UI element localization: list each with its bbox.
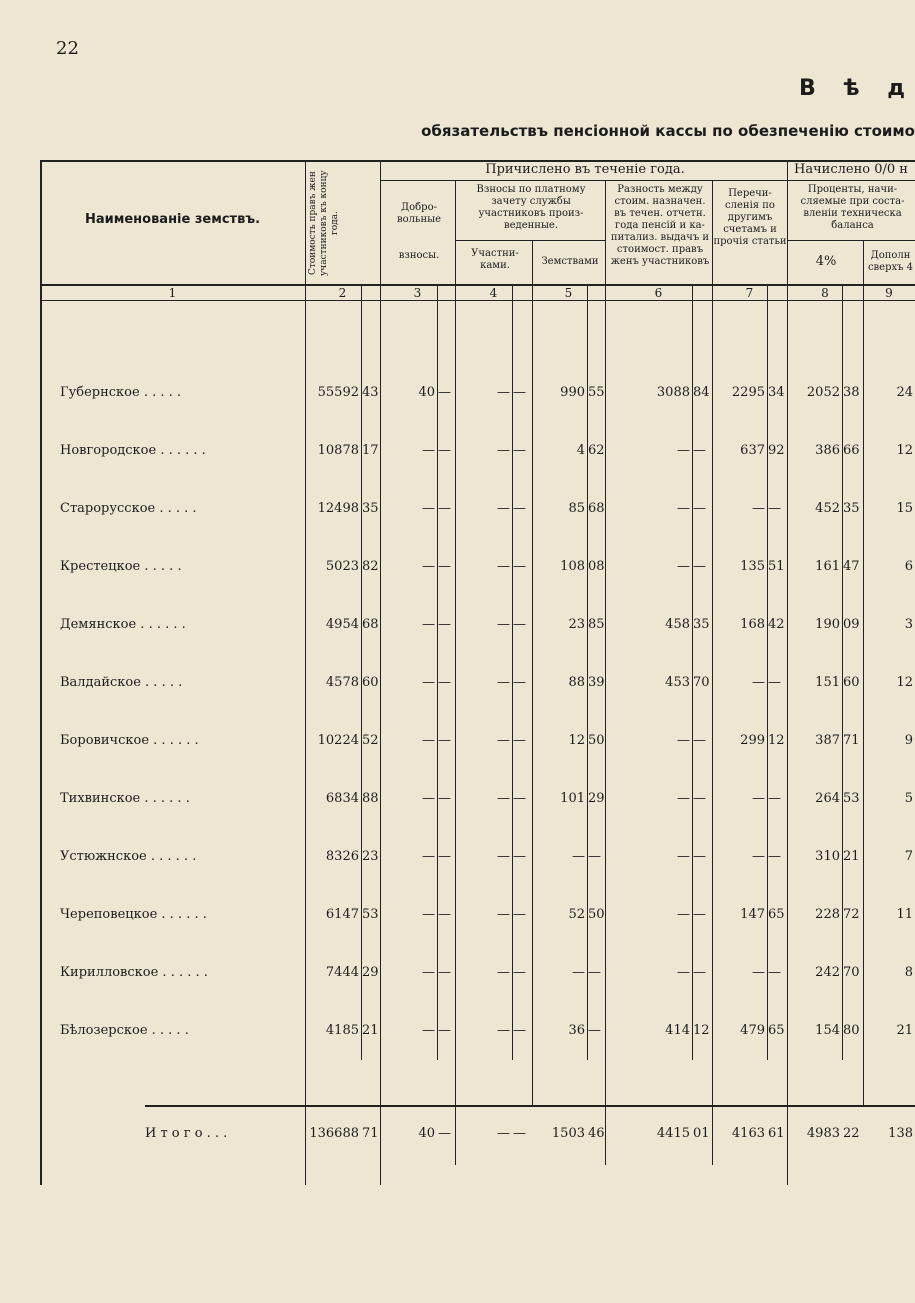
cell-frac: — [768, 675, 781, 690]
cell-frac: 60 [843, 675, 860, 690]
cell-frac: — [768, 791, 781, 806]
cell-frac: 72 [843, 907, 860, 922]
cell-frac: — [513, 1126, 526, 1141]
cell-frac: 55 [588, 385, 605, 400]
cell-frac: 53 [362, 907, 379, 922]
column-number: 6 [654, 286, 663, 300]
cell-c9: 21 [896, 1023, 913, 1038]
column-number: 8 [821, 286, 829, 300]
cell-frac: — [438, 501, 451, 516]
cell-frac: 17 [362, 443, 379, 458]
zemstvo-name: Устюжнское . . . . . . [60, 849, 197, 864]
zemstvo-name: Бѣлозерское . . . . . [60, 1023, 189, 1038]
cell-frac: — [693, 443, 706, 458]
cell-frac: 52 [362, 733, 379, 748]
header-pct4: 4% [815, 254, 837, 269]
cell-int: — [497, 385, 510, 400]
cell-c9: 138 [888, 1126, 913, 1141]
cell-c9: 3 [904, 617, 913, 632]
cell-frac: 08 [588, 559, 605, 574]
cell-int: 190 [815, 617, 840, 632]
cell-frac: — [513, 385, 526, 400]
cell-int: — [497, 1023, 510, 1038]
zemstvo-name: Крестецкое . . . . . [60, 559, 182, 574]
table-rule [692, 286, 693, 1060]
cell-int: — [422, 849, 435, 864]
cell-frac: — [693, 791, 706, 806]
cell-int: — [677, 791, 690, 806]
cell-frac: 23 [362, 849, 379, 864]
cell-frac: 82 [362, 559, 379, 574]
cell-frac: 53 [843, 791, 860, 806]
cell-c9: 7 [904, 849, 913, 864]
cell-frac: — [768, 501, 781, 516]
cell-frac: — [768, 965, 781, 980]
cell-frac: 70 [693, 675, 710, 690]
cell-int: 85 [568, 501, 585, 516]
cell-frac: — [438, 559, 451, 574]
cell-int: 228 [815, 907, 840, 922]
header-transfers: Перечи-сленія по другимъ счетамъ и прочія статьи [713, 188, 787, 247]
cell-int: 4163 [731, 1126, 765, 1141]
cell-int: 990 [560, 385, 585, 400]
cell-frac: — [438, 907, 451, 922]
cell-int: — [497, 675, 510, 690]
cell-int: — [677, 965, 690, 980]
cell-frac: — [438, 791, 451, 806]
cell-int: — [752, 675, 765, 690]
cell-int: 40 [418, 1126, 435, 1141]
cell-frac: 85 [588, 617, 605, 632]
cell-int: 55592 [317, 385, 359, 400]
cell-int: 242 [815, 965, 840, 980]
cell-frac: 21 [843, 849, 860, 864]
cell-frac: 68 [362, 617, 379, 632]
cell-frac: — [693, 907, 706, 922]
cell-int: 386 [815, 443, 840, 458]
header-extra: Дополн сверхъ 4 [867, 250, 914, 273]
cell-int: 2295 [731, 385, 765, 400]
cell-int: — [422, 965, 435, 980]
cell-frac: 35 [843, 501, 860, 516]
cell-int: 458 [665, 617, 690, 632]
cell-frac: 21 [362, 1023, 379, 1038]
cell-frac: — [693, 849, 706, 864]
table-rule [767, 286, 768, 1060]
header-diff: Разность между стоим. назначен. въ течен. отчетн. года пенсій и ка-питализ. выдачъ и стоимост. правъ женъ участниковъ [610, 184, 710, 267]
cell-frac: 39 [588, 675, 605, 690]
cell-int: 299 [740, 733, 765, 748]
cell-int: 136688 [309, 1126, 359, 1141]
cell-int: — [677, 501, 690, 516]
cell-c9: 11 [896, 907, 913, 922]
cell-frac: — [693, 965, 706, 980]
cell-frac: 65 [768, 1023, 785, 1038]
cell-int: 387 [815, 733, 840, 748]
cell-int: 151 [815, 675, 840, 690]
table-rule [361, 286, 362, 1060]
cell-frac: 12 [768, 733, 785, 748]
zemstvo-name: Тихвинское . . . . . . [60, 791, 190, 806]
table-rule [512, 286, 513, 1060]
column-number: 2 [338, 286, 347, 300]
header-zemstvos: Земствами [541, 256, 599, 267]
cell-frac: 62 [588, 443, 605, 458]
cell-frac: — [693, 733, 706, 748]
column-number: 1 [168, 286, 177, 300]
cell-int: 2052 [806, 385, 840, 400]
cell-int: 12498 [317, 501, 359, 516]
cell-int: 4983 [806, 1126, 840, 1141]
page-number: 22 [56, 38, 79, 59]
cell-int: 10224 [317, 733, 359, 748]
table-rule [437, 286, 438, 1060]
cell-frac: — [438, 1126, 451, 1141]
cell-int: 135 [740, 559, 765, 574]
cell-c9: 12 [896, 443, 913, 458]
cell-int: 10878 [317, 443, 359, 458]
cell-c9: 5 [904, 791, 913, 806]
cell-frac: — [588, 849, 601, 864]
table-rule [455, 180, 456, 1165]
cell-int: — [497, 849, 510, 864]
cell-frac: 51 [768, 559, 785, 574]
cell-int: — [572, 965, 585, 980]
header-contrib: Взносы по платному зачету службы участниковъ произ-веденные. [476, 184, 586, 231]
table-rule [40, 160, 42, 1185]
cell-int: 3088 [656, 385, 690, 400]
title-line-1: В ѣ д [798, 76, 915, 101]
cell-int: 88 [568, 675, 585, 690]
cell-c9: 12 [896, 675, 913, 690]
cell-int: 101 [560, 791, 585, 806]
cell-frac: — [438, 385, 451, 400]
cell-frac: 29 [362, 965, 379, 980]
cell-frac: 92 [768, 443, 785, 458]
cell-frac: 80 [843, 1023, 860, 1038]
cell-frac: 47 [843, 559, 860, 574]
cell-int: 452 [815, 501, 840, 516]
table-rule [605, 180, 606, 1165]
cell-frac: 43 [362, 385, 379, 400]
cell-int: 36 [568, 1023, 585, 1038]
cell-frac: 84 [693, 385, 710, 400]
cell-int: — [677, 849, 690, 864]
cell-int: — [422, 1023, 435, 1038]
cell-frac: 60 [362, 675, 379, 690]
cell-int: — [752, 965, 765, 980]
cell-int: — [497, 501, 510, 516]
cell-int: — [422, 675, 435, 690]
cell-frac: — [513, 849, 526, 864]
title-line-2: обязательствъ пенсіонной кассы по обезпеченію стоимо [421, 122, 915, 140]
cell-frac: — [588, 1023, 601, 1038]
cell-int: 414 [665, 1023, 690, 1038]
cell-c9: 6 [904, 559, 913, 574]
table-rule [712, 180, 713, 1165]
cell-int: 4415 [656, 1126, 690, 1141]
cell-int: 453 [665, 675, 690, 690]
cell-frac: — [438, 1023, 451, 1038]
cell-int: — [422, 443, 435, 458]
cell-frac: — [693, 559, 706, 574]
cell-frac: — [438, 443, 451, 458]
cell-frac: — [438, 965, 451, 980]
header-participants: Участни-ками. [471, 248, 519, 271]
column-number: 9 [885, 286, 893, 300]
cell-int: 4185 [325, 1023, 359, 1038]
cell-frac: — [588, 965, 601, 980]
cell-int: 637 [740, 443, 765, 458]
cell-int: — [677, 443, 690, 458]
cell-frac: 29 [588, 791, 605, 806]
cell-frac: 35 [362, 501, 379, 516]
cell-frac: — [438, 733, 451, 748]
cell-int: — [422, 617, 435, 632]
cell-int: 479 [740, 1023, 765, 1038]
cell-int: — [677, 907, 690, 922]
cell-frac: — [513, 1023, 526, 1038]
cell-int: 4954 [325, 617, 359, 632]
cell-frac: — [513, 907, 526, 922]
cell-frac: 42 [768, 617, 785, 632]
column-number: 5 [564, 286, 573, 300]
cell-frac: 71 [362, 1126, 379, 1141]
zemstvo-name: Кирилловское . . . . . . [60, 965, 208, 980]
cell-frac: — [513, 559, 526, 574]
cell-int: — [422, 733, 435, 748]
cell-int: — [497, 965, 510, 980]
cell-frac: 61 [768, 1126, 785, 1141]
cell-int: — [677, 559, 690, 574]
cell-int: — [422, 559, 435, 574]
table-rule [587, 286, 588, 1060]
header-interest: Проценты, начи-сляемые при соста-вленіи техническа баланса [800, 184, 905, 231]
cell-frac: — [438, 617, 451, 632]
cell-int: 52 [568, 907, 585, 922]
header-group-accrued: Причислено въ теченіе года. [485, 162, 685, 177]
cell-frac: 12 [693, 1023, 710, 1038]
cell-c9: 24 [896, 385, 913, 400]
cell-frac: — [513, 675, 526, 690]
zemstvo-name: И т о г о . . . [145, 1126, 228, 1141]
cell-int: — [497, 1126, 510, 1141]
cell-frac: 46 [588, 1126, 605, 1141]
zemstvo-name: Боровичское . . . . . . [60, 733, 199, 748]
cell-frac: — [438, 849, 451, 864]
column-number: 4 [489, 286, 498, 300]
cell-frac: — [513, 617, 526, 632]
cell-frac: 50 [588, 733, 605, 748]
header-group-interest: Начислено 0/0 н [794, 162, 908, 177]
table-rule [842, 286, 843, 1060]
zemstvo-name: Новгородское . . . . . . [60, 443, 206, 458]
zemstvo-name: Череповецкое . . . . . . [60, 907, 207, 922]
cell-frac: — [513, 443, 526, 458]
cell-frac: — [513, 501, 526, 516]
cell-c9: 8 [904, 965, 913, 980]
cell-int: 6834 [325, 791, 359, 806]
cell-c9: 15 [896, 501, 913, 516]
cell-int: — [497, 443, 510, 458]
cell-int: 161 [815, 559, 840, 574]
header-voluntary: Добро-вольные [397, 202, 441, 225]
cell-c9: 9 [904, 733, 913, 748]
cell-frac: 66 [843, 443, 860, 458]
cell-frac: — [768, 849, 781, 864]
cell-int: 8326 [325, 849, 359, 864]
cell-frac: 50 [588, 907, 605, 922]
cell-int: 264 [815, 791, 840, 806]
cell-int: — [497, 559, 510, 574]
cell-frac: 38 [843, 385, 860, 400]
header-col2: Стоимость правъ жен участниковъ къ концу года. [308, 170, 340, 276]
cell-int: — [752, 501, 765, 516]
cell-int: 7444 [325, 965, 359, 980]
cell-int: — [497, 733, 510, 748]
cell-int: 310 [815, 849, 840, 864]
cell-int: 40 [418, 385, 435, 400]
cell-int: — [572, 849, 585, 864]
cell-int: — [422, 501, 435, 516]
cell-frac: 68 [588, 501, 605, 516]
cell-frac: 34 [768, 385, 785, 400]
cell-frac: 88 [362, 791, 379, 806]
cell-frac: 70 [843, 965, 860, 980]
cell-frac: 65 [768, 907, 785, 922]
cell-frac: — [438, 675, 451, 690]
cell-int: — [677, 733, 690, 748]
cell-int: — [497, 617, 510, 632]
cell-int: 147 [740, 907, 765, 922]
cell-int: — [752, 849, 765, 864]
cell-int: 5023 [325, 559, 359, 574]
cell-int: 4 [576, 443, 585, 458]
cell-int: 6147 [325, 907, 359, 922]
column-number: 3 [413, 286, 422, 300]
cell-int: 23 [568, 617, 585, 632]
cell-int: 168 [740, 617, 765, 632]
cell-int: 12 [568, 733, 585, 748]
cell-frac: 35 [693, 617, 710, 632]
cell-int: 1503 [551, 1126, 585, 1141]
cell-frac: 01 [693, 1126, 710, 1141]
cell-frac: — [513, 791, 526, 806]
cell-int: 108 [560, 559, 585, 574]
cell-frac: 09 [843, 617, 860, 632]
cell-frac: — [513, 733, 526, 748]
cell-frac: — [513, 965, 526, 980]
cell-frac: 71 [843, 733, 860, 748]
cell-int: — [752, 791, 765, 806]
cell-int: 154 [815, 1023, 840, 1038]
cell-int: — [422, 907, 435, 922]
cell-int: — [497, 791, 510, 806]
cell-int: 4578 [325, 675, 359, 690]
column-number: 7 [745, 286, 754, 300]
header-name-column: Наименованіе земствъ. [84, 212, 261, 227]
cell-int: — [497, 907, 510, 922]
zemstvo-name: Демянское . . . . . . [60, 617, 186, 632]
cell-frac: — [693, 501, 706, 516]
zemstvo-name: Губернское . . . . . [60, 385, 182, 400]
zemstvo-name: Валдайское . . . . . [60, 675, 183, 690]
header-voluntary-b: взносы. [398, 250, 440, 261]
cell-int: — [422, 791, 435, 806]
zemstvo-name: Старорусское . . . . . [60, 501, 197, 516]
cell-frac: 22 [843, 1126, 860, 1141]
